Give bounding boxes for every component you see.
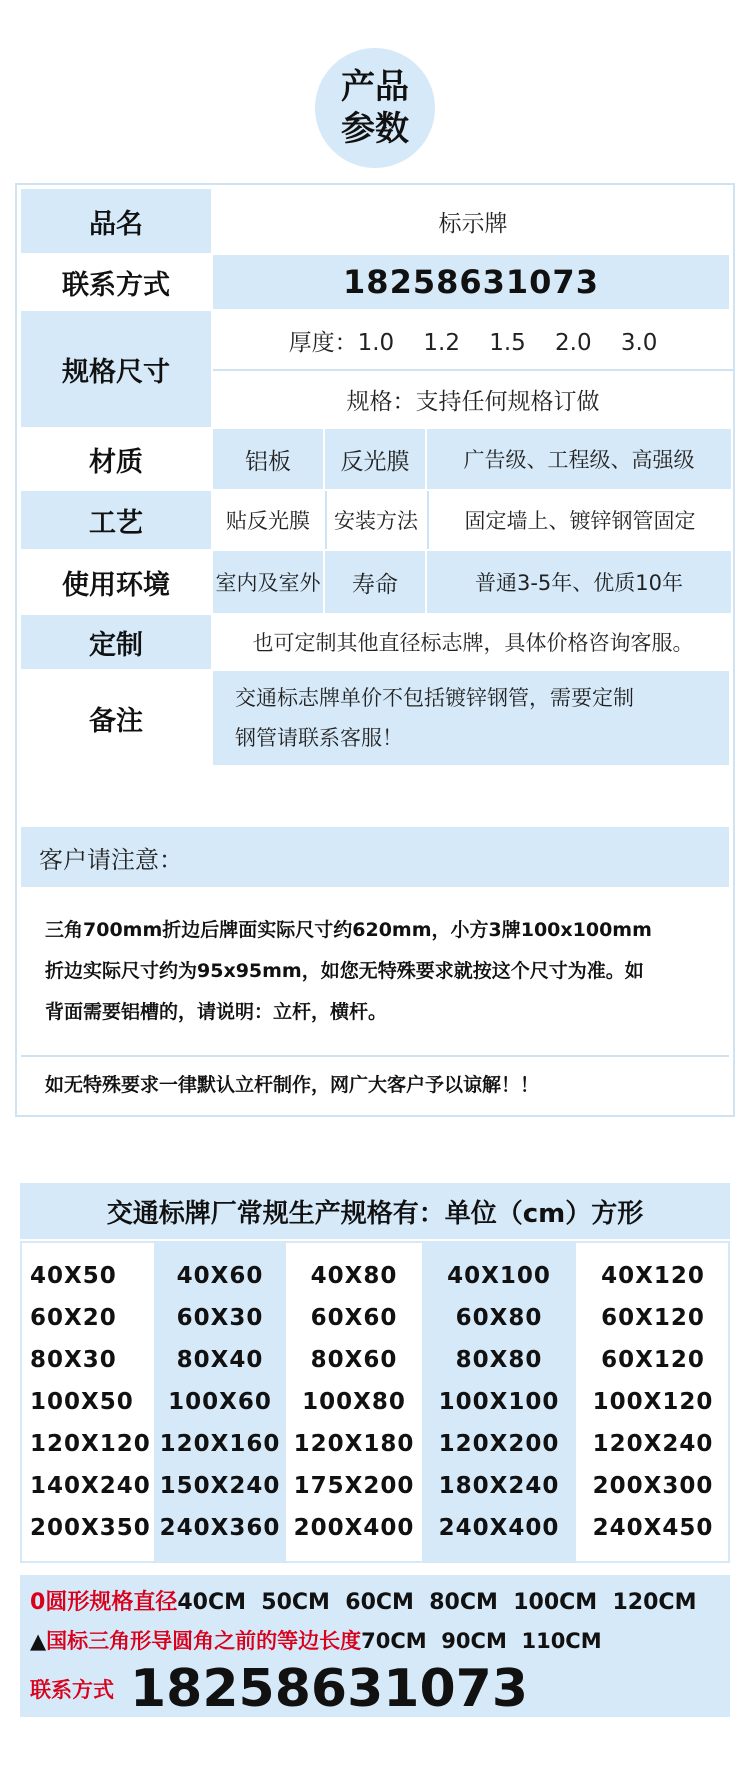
size-cell: 40X80 (310, 1263, 398, 1289)
notice-line-3: 背面需要铝槽的，请说明：立杆，横杆。 (45, 1001, 388, 1023)
triangle-sizes-line (30, 1625, 602, 1655)
size-grid (20, 1183, 730, 1568)
size-cell: 120X240 (592, 1431, 714, 1457)
circle-prefix: 0 (30, 1590, 46, 1615)
size-cell: 240X450 (592, 1515, 714, 1541)
notice-title: 客户请注意： (21, 827, 729, 887)
size-cell: 200X300 (592, 1473, 714, 1499)
material-label: 材质 (21, 429, 211, 489)
triangle-icon: ▲ (30, 1629, 47, 1653)
env-cell-1: 室内及室外 (213, 551, 323, 613)
size-cell: 100X80 (302, 1389, 406, 1415)
contact-number-bottom: 18258631073 (130, 1659, 528, 1719)
size-cell: 175X200 (293, 1473, 415, 1499)
size-cell: 100X60 (168, 1389, 272, 1415)
size-cell: 80X60 (310, 1347, 398, 1373)
title-line-2: 参数 (341, 109, 409, 149)
remark-label: 备注 (21, 671, 211, 765)
size-cell: 180X240 (438, 1473, 560, 1499)
size-cell: 60X30 (176, 1305, 264, 1331)
size-cell: 80X30 (30, 1347, 117, 1373)
size-cell: 120X120 (30, 1431, 151, 1457)
size-cell: 60X120 (601, 1347, 705, 1373)
size-cell: 240X400 (438, 1515, 560, 1541)
row-environment (17, 551, 733, 613)
size-cell: 200X350 (30, 1515, 151, 1541)
size-cell: 80X40 (176, 1347, 264, 1373)
thickness-value: 厚度：1.0 1.2 1.5 2.0 3.0 (213, 311, 733, 371)
craft-cell-3: 固定墙上、镀锌钢管固定 (427, 491, 731, 549)
size-cell: 120X200 (438, 1431, 560, 1457)
size-cell: 80X80 (455, 1347, 543, 1373)
size-cell: 240X360 (159, 1515, 281, 1541)
size-cell: 150X240 (159, 1473, 281, 1499)
size-cell: 60X60 (310, 1305, 398, 1331)
row-remark (17, 671, 733, 765)
size-cell: 140X240 (30, 1473, 151, 1499)
title-badge (315, 48, 435, 168)
size-cell: 60X120 (601, 1305, 705, 1331)
size-cell: 40X50 (30, 1263, 117, 1289)
size-cell: 40X120 (601, 1263, 705, 1289)
env-label: 使用环境 (21, 551, 211, 613)
size-grid-body (20, 1241, 730, 1563)
craft-cell-1: 贴反光膜 (213, 491, 323, 549)
notice-divider (21, 1055, 729, 1057)
custom-label: 定制 (21, 615, 211, 669)
size-label: 规格尺寸 (21, 311, 211, 427)
size-cell: 100X50 (30, 1389, 134, 1415)
size-column-3 (288, 1243, 420, 1561)
notice-footer: 如无特殊要求一律默认立杆制作，网广大客户予以谅解！！ (45, 1074, 540, 1096)
craft-cell-2: 安装方法 (325, 491, 425, 549)
triangle-sizes: 70CM 90CM 110CM (361, 1629, 602, 1653)
size-cell: 200X400 (293, 1515, 415, 1541)
material-cell-1: 铝板 (213, 429, 323, 489)
size-cell: 60X80 (455, 1305, 543, 1331)
row-craft (17, 491, 733, 549)
size-cell: 100X120 (592, 1389, 714, 1415)
size-column-5 (578, 1243, 728, 1561)
notice-body (45, 910, 715, 1033)
env-cell-3: 普通3-5年、优质10年 (427, 551, 731, 613)
size-column-2 (154, 1243, 286, 1561)
notice-line-2: 折边实际尺寸约为95x95mm，如您无特殊要求就按这个尺寸为准。如 (45, 960, 644, 982)
name-value: 标示牌 (213, 189, 733, 253)
notice-line-1: 三角700mm折边后牌面实际尺寸约620mm，小方3牌100x100mm (45, 919, 652, 941)
remark-value (213, 671, 729, 765)
row-size (17, 311, 733, 427)
circle-sizes: 40CM 50CM 60CM 80CM 100CM 120CM (177, 1590, 697, 1615)
env-cell-2: 寿命 (325, 551, 425, 613)
remark-line-1: 交通标志牌单价不包括镀锌钢管，需要定制 (235, 686, 634, 710)
row-contact (17, 255, 733, 309)
size-column-1 (22, 1243, 154, 1561)
triangle-label: 国标三角形导圆角之前的等边长度 (46, 1629, 362, 1653)
remark-line-2: 钢管请联系客服！ (235, 726, 403, 750)
size-cell: 40X60 (176, 1263, 264, 1289)
size-cell: 120X180 (293, 1431, 415, 1457)
size-grid-title: 交通标牌厂常规生产规格有：单位（cm）方形 (20, 1183, 730, 1239)
contact-label-bottom: 联系方式 (30, 1678, 114, 1702)
size-cell: 120X160 (159, 1431, 281, 1457)
size-note: 规格：支持任何规格订做 (213, 371, 733, 427)
material-cell-3: 广告级、工程级、高强级 (427, 429, 731, 489)
material-cell-2: 反光膜 (325, 429, 425, 489)
circle-label: 圆形规格直径 (45, 1590, 178, 1615)
spec-table (15, 183, 735, 1117)
craft-label: 工艺 (21, 491, 211, 549)
contact-line (30, 1659, 528, 1719)
title-line-1: 产品 (341, 67, 409, 107)
custom-value: 也可定制其他直径标志牌，具体价格咨询客服。 (213, 615, 733, 669)
name-label: 品名 (21, 189, 211, 253)
circle-sizes-line (30, 1585, 696, 1616)
bottom-info (20, 1575, 730, 1717)
row-name (17, 189, 733, 253)
size-column-4 (422, 1243, 576, 1561)
size-cell: 60X20 (30, 1305, 117, 1331)
size-cell: 40X100 (447, 1263, 551, 1289)
contact-label: 联系方式 (21, 255, 211, 309)
row-custom (17, 615, 733, 669)
row-material (17, 429, 733, 489)
contact-phone: 18258631073 (213, 255, 729, 309)
size-cell: 100X100 (438, 1389, 560, 1415)
